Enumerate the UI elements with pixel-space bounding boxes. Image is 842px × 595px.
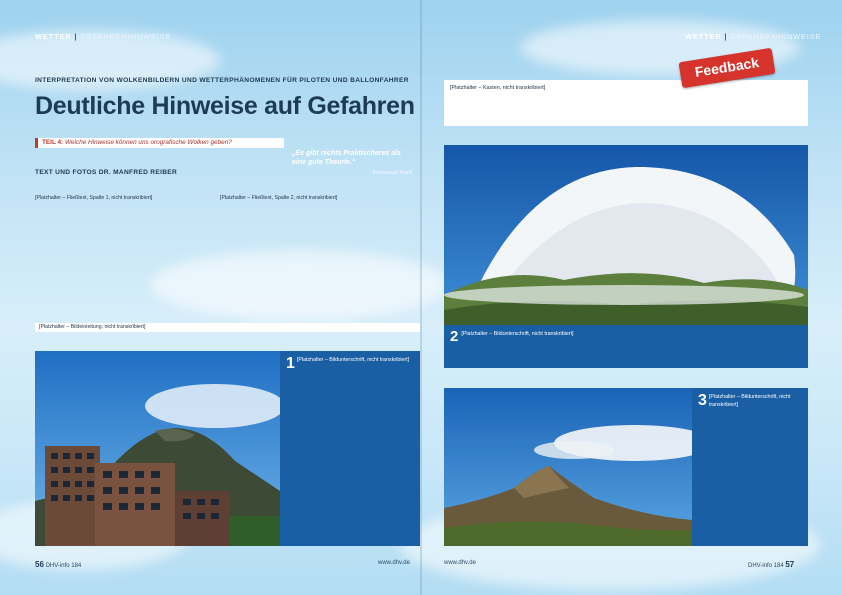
photo-intro-text: [Platzhalter – Bildeinleitung, nicht transkribiert]: [39, 324, 146, 330]
caption-3-number: 3: [698, 392, 707, 409]
caption-1-number: 1: [286, 355, 295, 372]
section-rubric-right: [685, 32, 821, 41]
page-gutter: [420, 0, 422, 595]
caption-box-2: [444, 325, 808, 368]
folio-right: [748, 560, 794, 569]
rubric-separator: |: [74, 32, 78, 41]
feedback-info-box: [444, 80, 808, 126]
sky-cloud: [150, 250, 450, 320]
page-number-left: 56: [35, 560, 44, 569]
page-number-right: 57: [785, 560, 795, 569]
rubric-word: WETTER: [685, 32, 722, 41]
rubric-word: WETTER: [35, 32, 72, 41]
folio-left: [35, 560, 81, 569]
rubric-separator: |: [724, 32, 728, 41]
feedback-info-text: [Platzhalter – Kasten, nicht transkribiert]: [450, 85, 546, 91]
article-title: Deutliche Hinweise auf Gefahren: [35, 92, 415, 120]
series-part-bar: [35, 138, 284, 148]
rubric-topic: GEFAHRENHINWEISE: [730, 32, 822, 41]
photo-cloud-cap: [444, 145, 808, 325]
pull-quote-text: „Es gibt nichts Praktischeres als eine gute Theorie.“: [292, 150, 401, 166]
magazine-issue-left: DHV-info 184: [45, 563, 82, 569]
photo-cloud-cap-image: [444, 145, 808, 325]
author-line: TEXT UND FOTOS DR. MANFRED REIBER: [35, 169, 178, 176]
caption-box-3: [692, 388, 808, 546]
pull-quote-author: Immanuel Kant: [372, 170, 412, 176]
caption-box-1: [280, 351, 420, 546]
folio-url-right: www.dhv.de: [444, 560, 476, 566]
section-rubric-left: [35, 32, 171, 41]
photo-peak-streamer-image: [444, 388, 692, 546]
pull-quote: [292, 149, 412, 178]
series-part-question: Welche Hinweise können uns orografische Wolken geben?: [64, 139, 232, 146]
article-kicker: INTERPRETATION VON WOLKENBILDERN UND WETTERPHÄNOMENEN FÜR PILOTEN UND BALLONFAHRER: [35, 77, 409, 84]
folio-url-left: www.dhv.de: [378, 560, 410, 566]
photo-peak-streamer: [444, 388, 692, 546]
series-part-label: TEIL 4:: [42, 139, 64, 146]
rubric-topic: GEFAHRENHINWEISE: [80, 32, 172, 41]
body-column-2: [Platzhalter – Fließtext, Spalte 2, nicht transkribiert]: [220, 195, 338, 201]
feedback-label: Feedback: [693, 54, 760, 80]
photo-building-mountain: [35, 351, 280, 546]
photo-intro-bar: [35, 323, 420, 332]
magazine-issue-right: DHV-info 184: [748, 563, 784, 569]
caption-2-number: 2: [450, 328, 459, 345]
series-part-text: [42, 139, 232, 146]
caption-2-text: [Platzhalter – Bildunterschrift, nicht transkribiert]: [461, 331, 574, 337]
caption-3-text: [Platzhalter – Bildunterschrift, nicht transkribiert]: [708, 394, 791, 408]
caption-1-text: [Platzhalter – Bildunterschrift, nicht transkribiert]: [296, 357, 410, 363]
body-column-1: [Platzhalter – Fließtext, Spalte 1, nicht transkribiert]: [35, 195, 153, 201]
photo-building-mountain-image: [35, 351, 280, 546]
